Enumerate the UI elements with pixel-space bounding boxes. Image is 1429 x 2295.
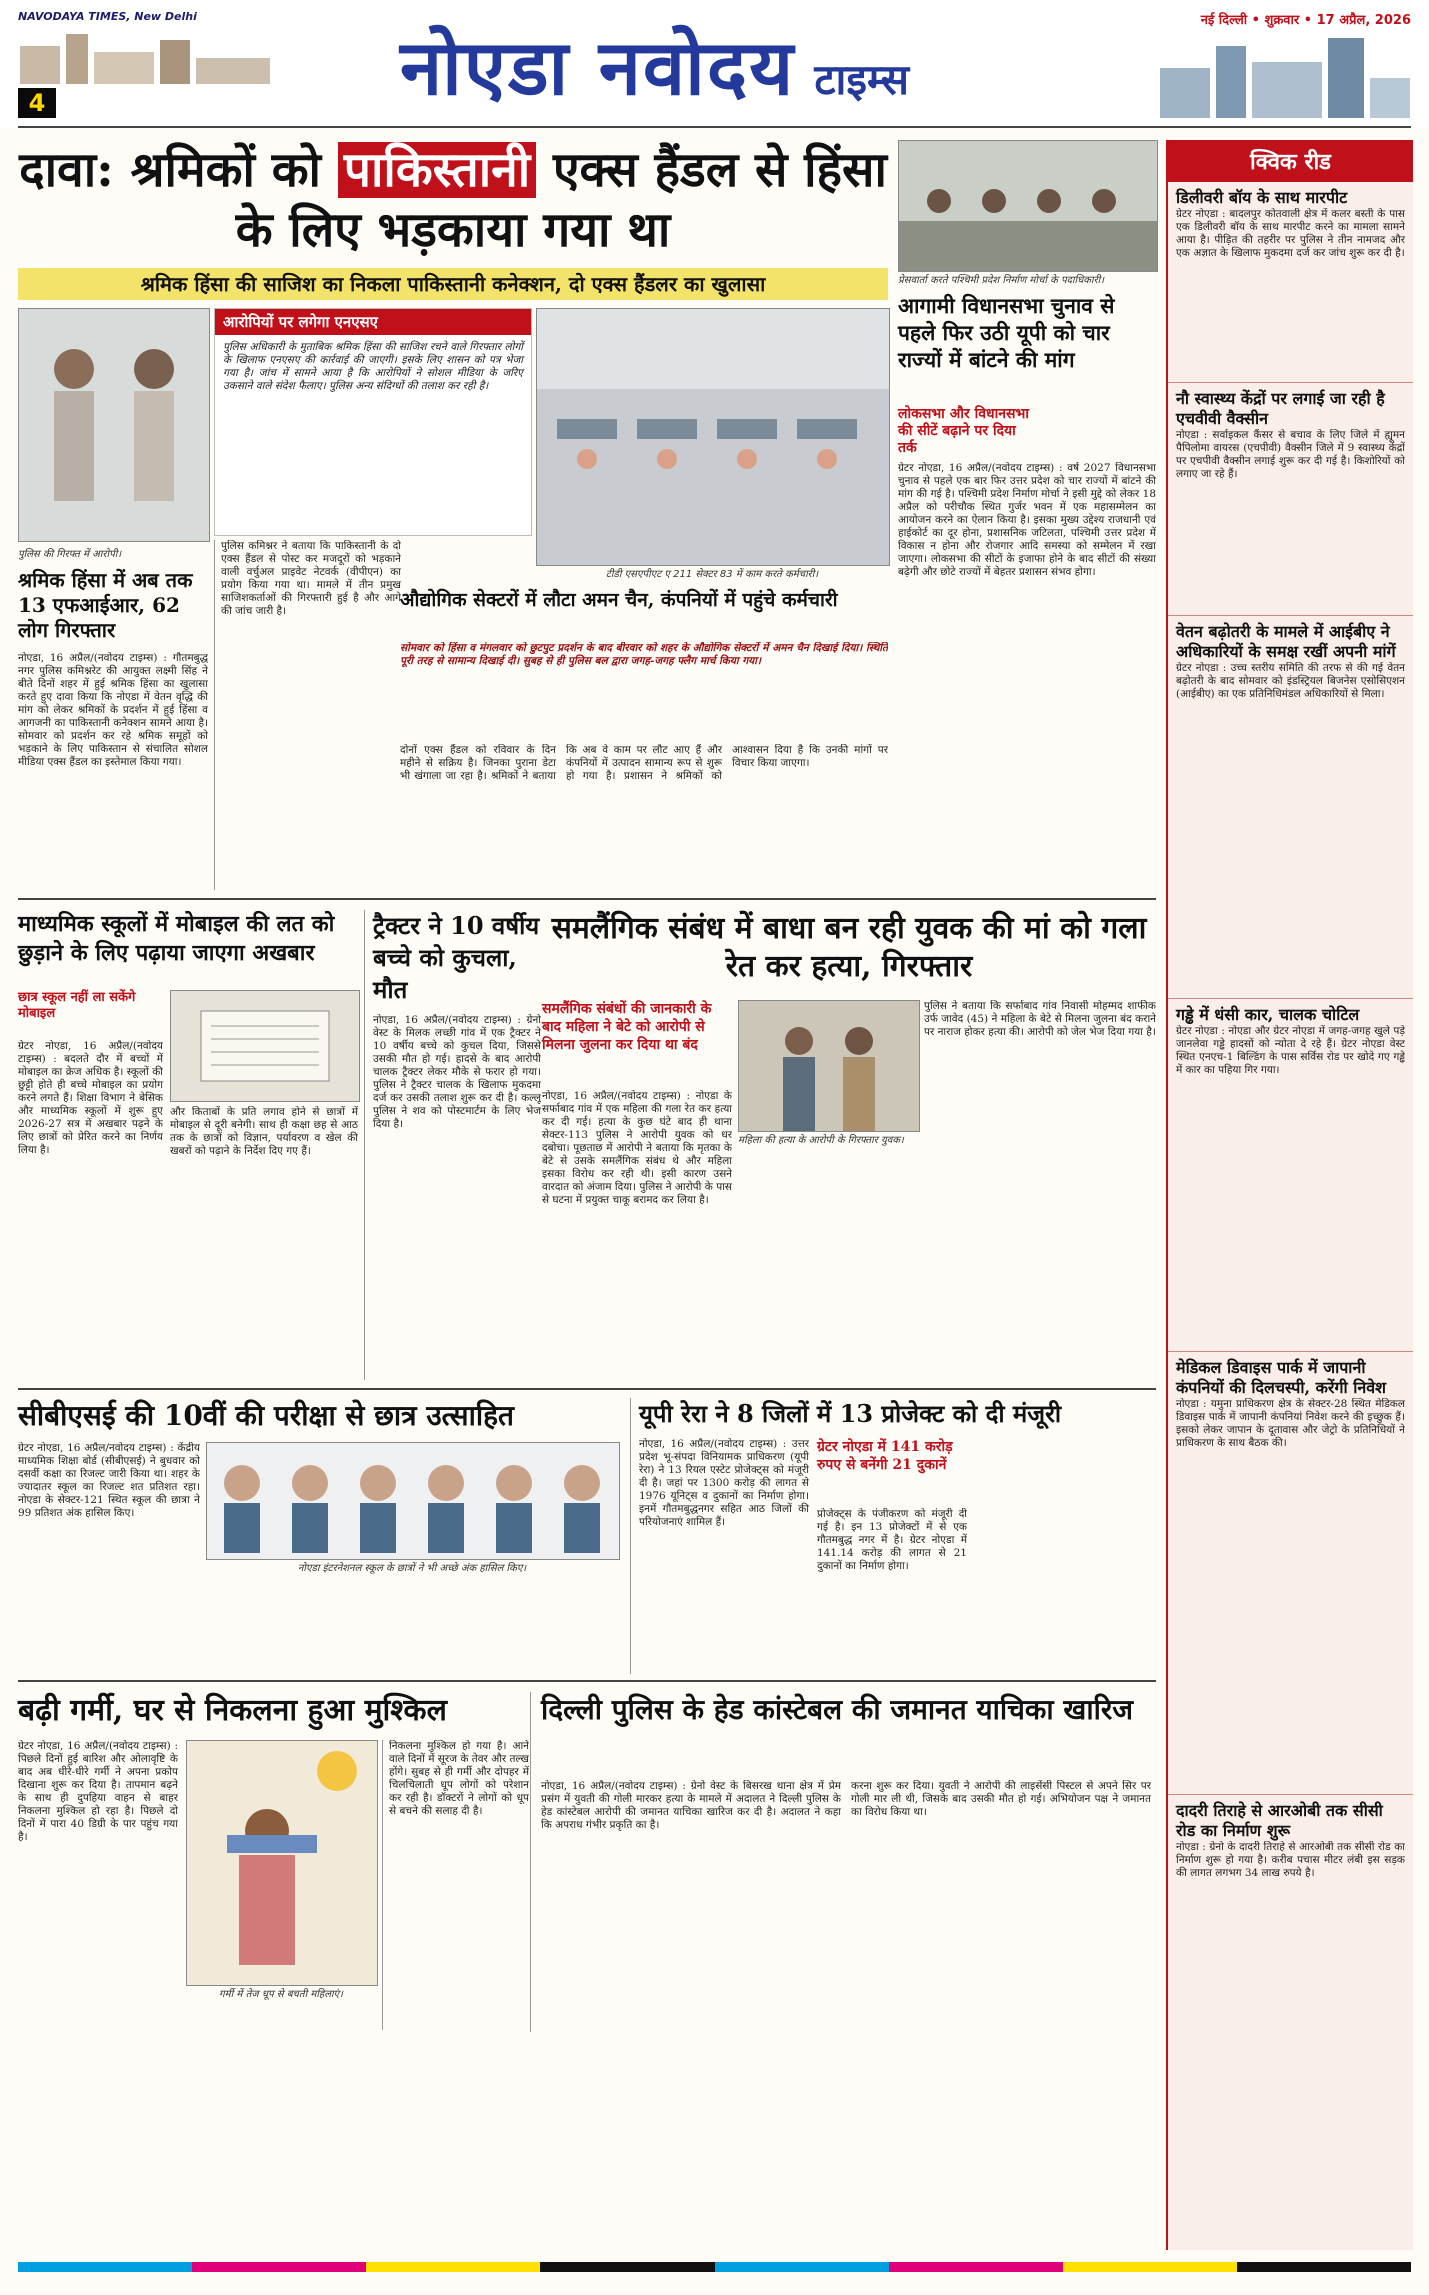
school-body-2: और किताबों के प्रति लगाव होने से छात्रों में मोबाइल से दूरी बनेगी। साथ ही कक्षा छह से आठ तक के छात्रों को विज्ञान, पर्यावरण व खेल की खबरों को पढ़ाने के निर्देश दिए गए हैं। (170, 1106, 358, 1157)
rera-headline: यूपी रेरा ने 8 जिलों में 13 प्रोजेक्ट को दी मंजूरी (639, 1399, 1062, 1428)
heat-headline: बढ़ी गर्मी, घर से निकलना हुआ मुश्किल (18, 1693, 447, 1728)
murder-headline: समलैंगिक संबंध में बाधा बन रही युवक की मां को गला रेत कर हत्या, गिरफ्तार (551, 911, 1147, 984)
quick-read-item (1168, 182, 1413, 382)
quick-read-item-body: ग्रेटर नोएडा : उच्च स्तरीय समिति की तरफ से की गई वेतन बढ़ोतरी के बाद सोमवार को इंडस्ट्रियल बिजनेस एसोसिएशन (आईबीए) का एक प्रतिनिधिमंडल अधिकारियों से मिला। (1176, 662, 1405, 700)
election-subhead: लोकसभा और विधानसभा की सीटें बढ़ाने पर दिया तर्क (898, 406, 1029, 456)
quick-read-sidebar (1166, 140, 1413, 2250)
school-headline: माध्यमिक स्कूलों में मोबाइल की लत को छुड़ाने के लिए पढ़ाया जाएगा अखबार (18, 911, 335, 966)
school-body: ग्रेटर नोएडा, 16 अप्रैल/(नवोदय टाइम्स) : बदलते दौर में बच्चों में मोबाइल का क्रेज अधिक है। स्कूलों की छुट्टी होते ही बच्चे मोबाइल का प्रयोग करने लगते हैं। शिक्षा विभाग ने बेसिक और माध्यमिक स्कूलों में शुरू हुए 2026-27 सत्र में अखबार पढ़ने के लिए छात्रों को प्रेरित करने का निर्णय लिया है। (18, 1040, 163, 1156)
heat-body-2: निकलना मुश्किल हो गया है। आने वाले दिनों में सूरज के तेवर और तल्ख होंगे। सुबह से ही गर्मी और दोपहर में चिलचिलाती धूप लोगों को परेशान कर रही है। डॉक्टरों ने लोगों को धूप से बचने की सलाह दी है। (382, 1740, 529, 2030)
rera-story (630, 1398, 1165, 1674)
arrested-photo (18, 308, 210, 542)
quick-read-item (1168, 1351, 1413, 1794)
title-main: नोएडा नवोदय (400, 23, 796, 112)
students-photo-strip (206, 1442, 620, 1560)
nsa-box-text: पुलिस अधिकारी के मुताबिक श्रमिक हिंसा की साजिश रचने वाले गिरफ्तार लोगों के खिलाफ एनएसए की कार्रवाई की जाएगी। इसके लिए शासन को पत्र भेजा गया है। जांच में सामने आया है कि आरोपियों ने सोशल मीडिया के जरिए उकसाने वाले संदेश फैलाए। पुलिस अन्य संदिग्धों की तलाश कर रही है। (223, 341, 523, 392)
quick-read-item (1168, 1794, 1413, 1997)
tractor-headline: ट्रैक्टर ने 10 वर्षीय बच्चे को कुचला, मौत (373, 911, 540, 1004)
quick-read-item-body: नोएडा : यमुना प्राधिकरण क्षेत्र के सेक्टर-28 स्थित मेडिकल डिवाइस पार्क में जापानी कंपनियां निवेश करने की इच्छुक हैं। इसको लेकर जापान के दूतावास और जेट्रो के प्रतिनिधियों ने प्राधिकरण के साथ बैठक की। (1176, 1398, 1405, 1449)
masthead (0, 0, 1429, 128)
lead-body-2: पुलिस कमिश्नर ने बताया कि पाकिस्तानी के दो एक्स हैंडल से पोस्ट कर मजदूरों को भड़काने वाली वर्चुअल प्राइवेट नेटवर्क (वीपीएन) का प्रयोग किया गया था। मामले में तीन प्रमुख साजिशकर्ताओं की गिरफ्तारी हुई है और आगे की जांच जारी है। (214, 540, 401, 890)
cbse-headline: सीबीएसई की 10वीं की परीक्षा से छात्र उत्साहित (18, 1399, 514, 1432)
date-line: नई दिल्ली • शुक्रवार • 17 अप्रैल, 2026 (1200, 13, 1411, 28)
school-subhead: छात्र स्कूल नहीं ला सकेंगे मोबाइल (18, 990, 136, 1021)
masthead-rule (18, 126, 1411, 128)
lead-body-1: नोएडा, 16 अप्रैल/(नवोदय टाइम्स) : गौतमबुद्ध नगर पुलिस कमिश्नरेट की आयुक्त लक्ष्मी सिंह ने बीते दिनों शहर में हुई श्रमिक हिंसा का खुलासा करते हुए दावा किया कि नोएडा में वेतन वृद्धि की मांग को लेकर श्रमिकों के प्रदर्शन में हुई हिंसा व आगजनी का पाकिस्तानी कनेक्शन सामने आया है। सोमवार को प्रदर्शन कर रहे श्रमिक समूहों को भड़काने के लिए पाकिस्तान से संचालित सोशल मीडिया एक्स हैंडल का इस्तेमाल किया गया। (18, 652, 208, 768)
quick-read-item-head: नौ स्वास्थ्य केंद्रों पर लगाई जा रही है एचवीवी वैक्सीन (1176, 389, 1385, 428)
murder-body: नोएडा, 16 अप्रैल/(नवोदय टाइम्स) : नोएडा के सर्फाबाद गांव में एक महिला की गला रेत कर हत्या कर दी गई। हत्या के कुछ घंटे बाद ही थाना सेक्टर-113 पुलिस ने आरोपी युवक को धर दबोचा। पूछताछ में आरोपी ने बताया कि मृतका के बेटे से उसके समलैंगिक संबंध थे और महिला इसका विरोध कर रही थी। इसी कारण उसने वारदात को अंजाम दिया। पुलिस ने आरोपी के पास से घटना में प्रयुक्त चाकू बरामद कर लिया है। (542, 1090, 732, 1206)
quick-read-item (1168, 382, 1413, 615)
skyline-right-graphic (1160, 28, 1410, 118)
arrest-photo (738, 1000, 920, 1132)
quick-read-item-body: नोएडा : ग्रेनो के दादरी तिराहे से आरओबी तक सीसी रोड का निर्माण शुरू हो गया है। करीब पचास मीटर लंबी इस सड़क की लागत लगभग 34 लाख रुपये है। (1176, 1841, 1405, 1879)
heat-photo (186, 1740, 378, 1986)
photo-caption-heat: गर्मी में तेज धूप से बचती महिलाएं। (219, 1989, 343, 2000)
lead-strap: श्रमिक हिंसा की साजिश का निकला पाकिस्तानी कनेक्शन, दो एक्स हैंडलर का खुलासा (18, 268, 888, 300)
murder-subhead: समलैंगिक संबंधों की जानकारी के बाद महिला ने बेटे को आरोपी से मिलना जुलना कर दिया था बंद (542, 1001, 712, 1053)
press-conference-photo (898, 140, 1158, 272)
quick-read-item-head: मेडिकल डिवाइस पार्क में जापानी कंपनियों की दिलचस्पी, करेंगी निवेश (1176, 1358, 1386, 1397)
page-number: 4 (18, 88, 56, 118)
skyline-left-graphic (20, 28, 270, 84)
lead-subhead: श्रमिक हिंसा में अब तक 13 एफआईआर, 62 लोग गिरफ्तार (18, 568, 193, 642)
tractor-body: नोएडा, 16 अप्रैल/(नवोदय टाइम्स) : ग्रेनो वेस्ट के मिलक लच्छी गांव में एक ट्रैक्टर ने 10 वर्षीय बच्चे को कुचल दिया, जिससे उसकी मौत हो गई। हादसे के बाद आरोपी चालक ट्रैक्टर लेकर मौके से फरार हो गया। पुलिस ने ट्रैक्टर चालक के खिलाफ मुकदमा दर्ज कर उसकी तलाश शुरू कर दी है। कल्लू पुलिस ने शव को पोस्टमार्टम के लिए भेज दिया है। (373, 1014, 541, 1130)
bail-story (530, 1692, 1167, 2032)
quick-read-label: क्विक रीड (1168, 140, 1413, 182)
feature-lede: सोमवार को हिंसा व मंगलवार को छुटपुट प्रदर्शन के बाद बीरवार को शहर के औद्योगिक सेक्टरों में अमन चैन दिखाई दिया। स्थिति पूरी तरह से सामान्य दिखाई दी। सुबह से ही पुलिस बल द्वारा जगह-जगह फ्लैग मार्च किया गया। (400, 642, 888, 667)
quick-read-item-head: वेतन बढ़ोतरी के मामले में आईबीए ने अधिकारियों के समक्ष रखीं अपनी मांगें (1176, 622, 1396, 661)
cbse-body: ग्रेटर नोएडा, 16 अप्रैल/नवोदय टाइम्स) : केंद्रीय माध्यमिक शिक्षा बोर्ड (सीबीएसई) ने बुधवार को दसवीं कक्षा का रिजल्ट जारी किया था। शहर के ज्यादातर स्कूल का रिजल्ट शत प्रतिशत रहा। नोएडा के सेक्टर-121 स्थित स्कूल की छात्रा ने 99 प्रतिशत अंक हासिल किए। (18, 1442, 200, 1519)
quick-read-item-head: डिलीवरी बॉय के साथ मारपीट (1176, 188, 1348, 207)
newspaper-reading-photo (170, 990, 360, 1102)
photo-caption-students: नोएडा इंटरनेशनल स्कूल के छात्रों ने भी अच्छे अंक हासिल किए। (297, 1563, 527, 1574)
feature-body: दोनों एक्स हैंडल को रविवार के दिन महीने से सक्रिय है। जिनका पुराना डेटा भी खंगाला जा रहा है। श्रमिकों ने बताया कि अब वे काम पर लौट आए हैं और कंपनियों में उत्पादन सामान्य रूप से शुरू हो गया है। प्रशासन ने श्रमिकों को आश्वासन दिया है कि उनकी मांगों पर विचार किया जाएगा। (400, 744, 888, 782)
quick-read-item-body: ग्रेटर नोएडा : बादलपुर कोतवाली क्षेत्र में कलर बस्ती के पास एक डिलीवरी बॉय के साथ मारपीट करने का मामला सामने आया है। पीड़ित की तहरीर पर पुलिस ने तीन नामजद और एक अज्ञात के खिलाफ मुकदमा दर्ज कर जांच शुरू कर दी है। (1176, 208, 1405, 259)
election-headline: आगामी विधानसभा चुनाव से पहले फिर उठी यूपी को चार राज्यों में बांटने की मांग (898, 293, 1115, 372)
workers-factory-photo (536, 308, 890, 566)
print-color-bar (18, 2262, 1411, 2272)
photo-caption-arrested: पुलिस की गिरफ्त में आरोपी। (18, 549, 122, 560)
lead-headline (18, 140, 888, 260)
tractor-story (364, 910, 541, 1380)
nsa-box-head: आरोपियों पर लगेगा एनएसए (215, 309, 531, 335)
quick-read-item-body: नोएडा : सर्वाइकल कैंसर से बचाव के लिए जिले में ह्यूमन पैपिलोमा वायरस (एचपीवी) वैक्सीन जिले में 9 स्वास्थ्य केंद्रों पर एचपीवी वैक्सीन लगाई शुरू कर दी गई है। किशोरियों को लगाए जा रहे हैं। (1176, 429, 1405, 480)
bail-body: नोएडा, 16 अप्रैल/(नवोदय टाइम्स) : ग्रेनो वेस्ट के बिसरख थाना क्षेत्र में प्रेम प्रसंग में युवती की गोली मारकर हत्या के मामले में अदालत ने दिल्ली पुलिस के हेड कांस्टेबल आरोपी की जमानत याचिका खारिज कर दी है। अदालत ने कहा कि अपराध गंभीर प्रकृति का है। (541, 1780, 841, 1831)
title-suffix: टाइम्स (814, 55, 910, 104)
lead-headline-text: दावा: श्रमिकों को पाकिस्तानी एक्स हैंडल से हिंसा के लिए भड़काया गया था (19, 142, 887, 258)
quick-read-item (1168, 615, 1413, 998)
photo-caption-workers: टीडी एसएपीएट ए 211 सेक्टर 83 में काम करते कर्मचारी। (605, 569, 819, 580)
quick-read-item-head: दादरी तिराहे से आरओबी तक सीसी रोड का निर्माण शुरू (1176, 1801, 1383, 1840)
section-rule (18, 1388, 1156, 1390)
masthead-title (400, 14, 1040, 110)
photo-caption-arrest: महिला की हत्या के आरोपी के गिरफ्तार युवक। (738, 1135, 904, 1146)
section-rule (18, 1680, 1156, 1682)
election-body: ग्रेटर नोएडा, 16 अप्रैल/(नवोदय टाइम्स) : वर्ष 2027 विधानसभा चुनाव से पहले एक बार फिर उत्तर प्रदेश को चार राज्यों में बांटने की मांग की गई है। पश्चिमी प्रदेश निर्माण मोर्चा ने इसी मुद्दे को लेकर 18 अप्रैल को परीचौक स्थित गुर्जर भवन में एक महासम्मेलन का आयोजन करने का ऐलान किया है। इसका मुख्य उद्देश्य राजधानी एवं हाईकोर्ट का दूर होना, प्रशासनिक जटिलता, पश्चिमी उत्तर प्रदेश में विकास न होना और रोजगार आदि समस्या को सम्मेलन में रखा जाएगा। लोकसभा की सीटों के इजाफा होने के बाद सीटों की संख्या बढ़ेगी और छोटे राज्यों में बेहतर प्रशासन संभव होगा। (898, 462, 1156, 578)
bail-body-2: करना शुरू कर दिया। युवती ने आरोपी की लाइसेंसी पिस्टल से अपने सिर पर गोली मार ली थी, जिसके बाद उसकी मौत हो गई। अभियोजन पक्ष ने जमानत का विरोध किया था। (851, 1780, 1151, 1818)
heat-body: ग्रेटर नोएडा, 16 अप्रैल/(नवोदय टाइम्स) : पिछले दिनों हुई बारिश और ओलावृष्टि के बाद अब धीरे-धीरे गर्मी ने अपना प्रकोप दिखाना शुरू कर दिया है। तापमान बढ़ने के साथ ही दुपहिया वाहन से बाहर निकलना मुश्किल हो रहा है। पिछले दो दिनों में पारा 40 डिग्री के पार पहुंच गया है। (18, 1740, 178, 1843)
photo-caption-press: प्रेसवार्ता करते पश्चिमी प्रदेश निर्माण मोर्चा के पदाधिकारी। (898, 275, 1105, 286)
quick-read-item (1168, 998, 1413, 1351)
lead-headline-highlight: पाकिस्तानी (338, 142, 537, 198)
quick-read-item-body: ग्रेटर नोएडा : नोएडा और ग्रेटर नोएडा में जगह-जगह खुले पड़े जानलेवा गड्ढे हादसों को न्योता दे रहे हैं। ग्रेटर नोएडा वेस्ट स्थित एनएच-1 बिल्डिंग के पास सर्विस रोड पर खोदे गए गड्ढे में कार का पहिया गिर गया। (1176, 1025, 1405, 1076)
rera-body-2: प्रोजेक्ट्स के पंजीकरण को मंजूरी दी गई है। इन 13 प्रोजेक्टों में से एक गौतमबुद्ध नगर में है। ग्रेटर नोएडा में 141.14 करोड़ की लागत से 21 दुकानों का निर्माण होगा। (817, 1508, 967, 1572)
rera-subhead: ग्रेटर नोएडा में 141 करोड़ रुपए से बनेंगी 21 दुकानें (817, 1439, 953, 1473)
section-rule (18, 898, 1156, 900)
quick-read-item-head: गड्ढे में धंसी कार, चालक चोटिल (1176, 1005, 1360, 1024)
murder-body-2: पुलिस ने बताया कि सर्फाबाद गांव निवासी मोहम्मद शाफीक उर्फ जावेद (45) ने महिला के बेटे से मिलना जुलना बंद कराने पर नाराज होकर हत्या की। आरोपी को जेल भेज दिया गया है। (924, 1000, 1156, 1038)
nsa-box (214, 308, 532, 536)
feature-headline: औद्योगिक सेक्टरों में लौटा अमन चैन, कंपनियों में पहुंचे कर्मचारी (400, 589, 838, 611)
paper-label: NAVODAYA TIMES, New Delhi (18, 10, 197, 23)
rera-body: नोएडा, 16 अप्रैल/(नवोदय टाइम्स) : उत्तर प्रदेश भू-संपदा विनियामक प्राधिकरण (यूपी रेरा) ने 13 रियल एस्टेट प्रोजेक्ट्स को मंजूरी दी है। जहां पर 1300 करोड़ की लागत से 1976 यूनिट्स व दुकानों का निर्माण होगा। इनमें गौतमबुद्धनगर सहित आठ जिलों की परियोजनाएं शामिल हैं। (639, 1438, 809, 1528)
bail-headline: दिल्ली पुलिस के हेड कांस्टेबल की जमानत याचिका खारिज (541, 1693, 1134, 1726)
